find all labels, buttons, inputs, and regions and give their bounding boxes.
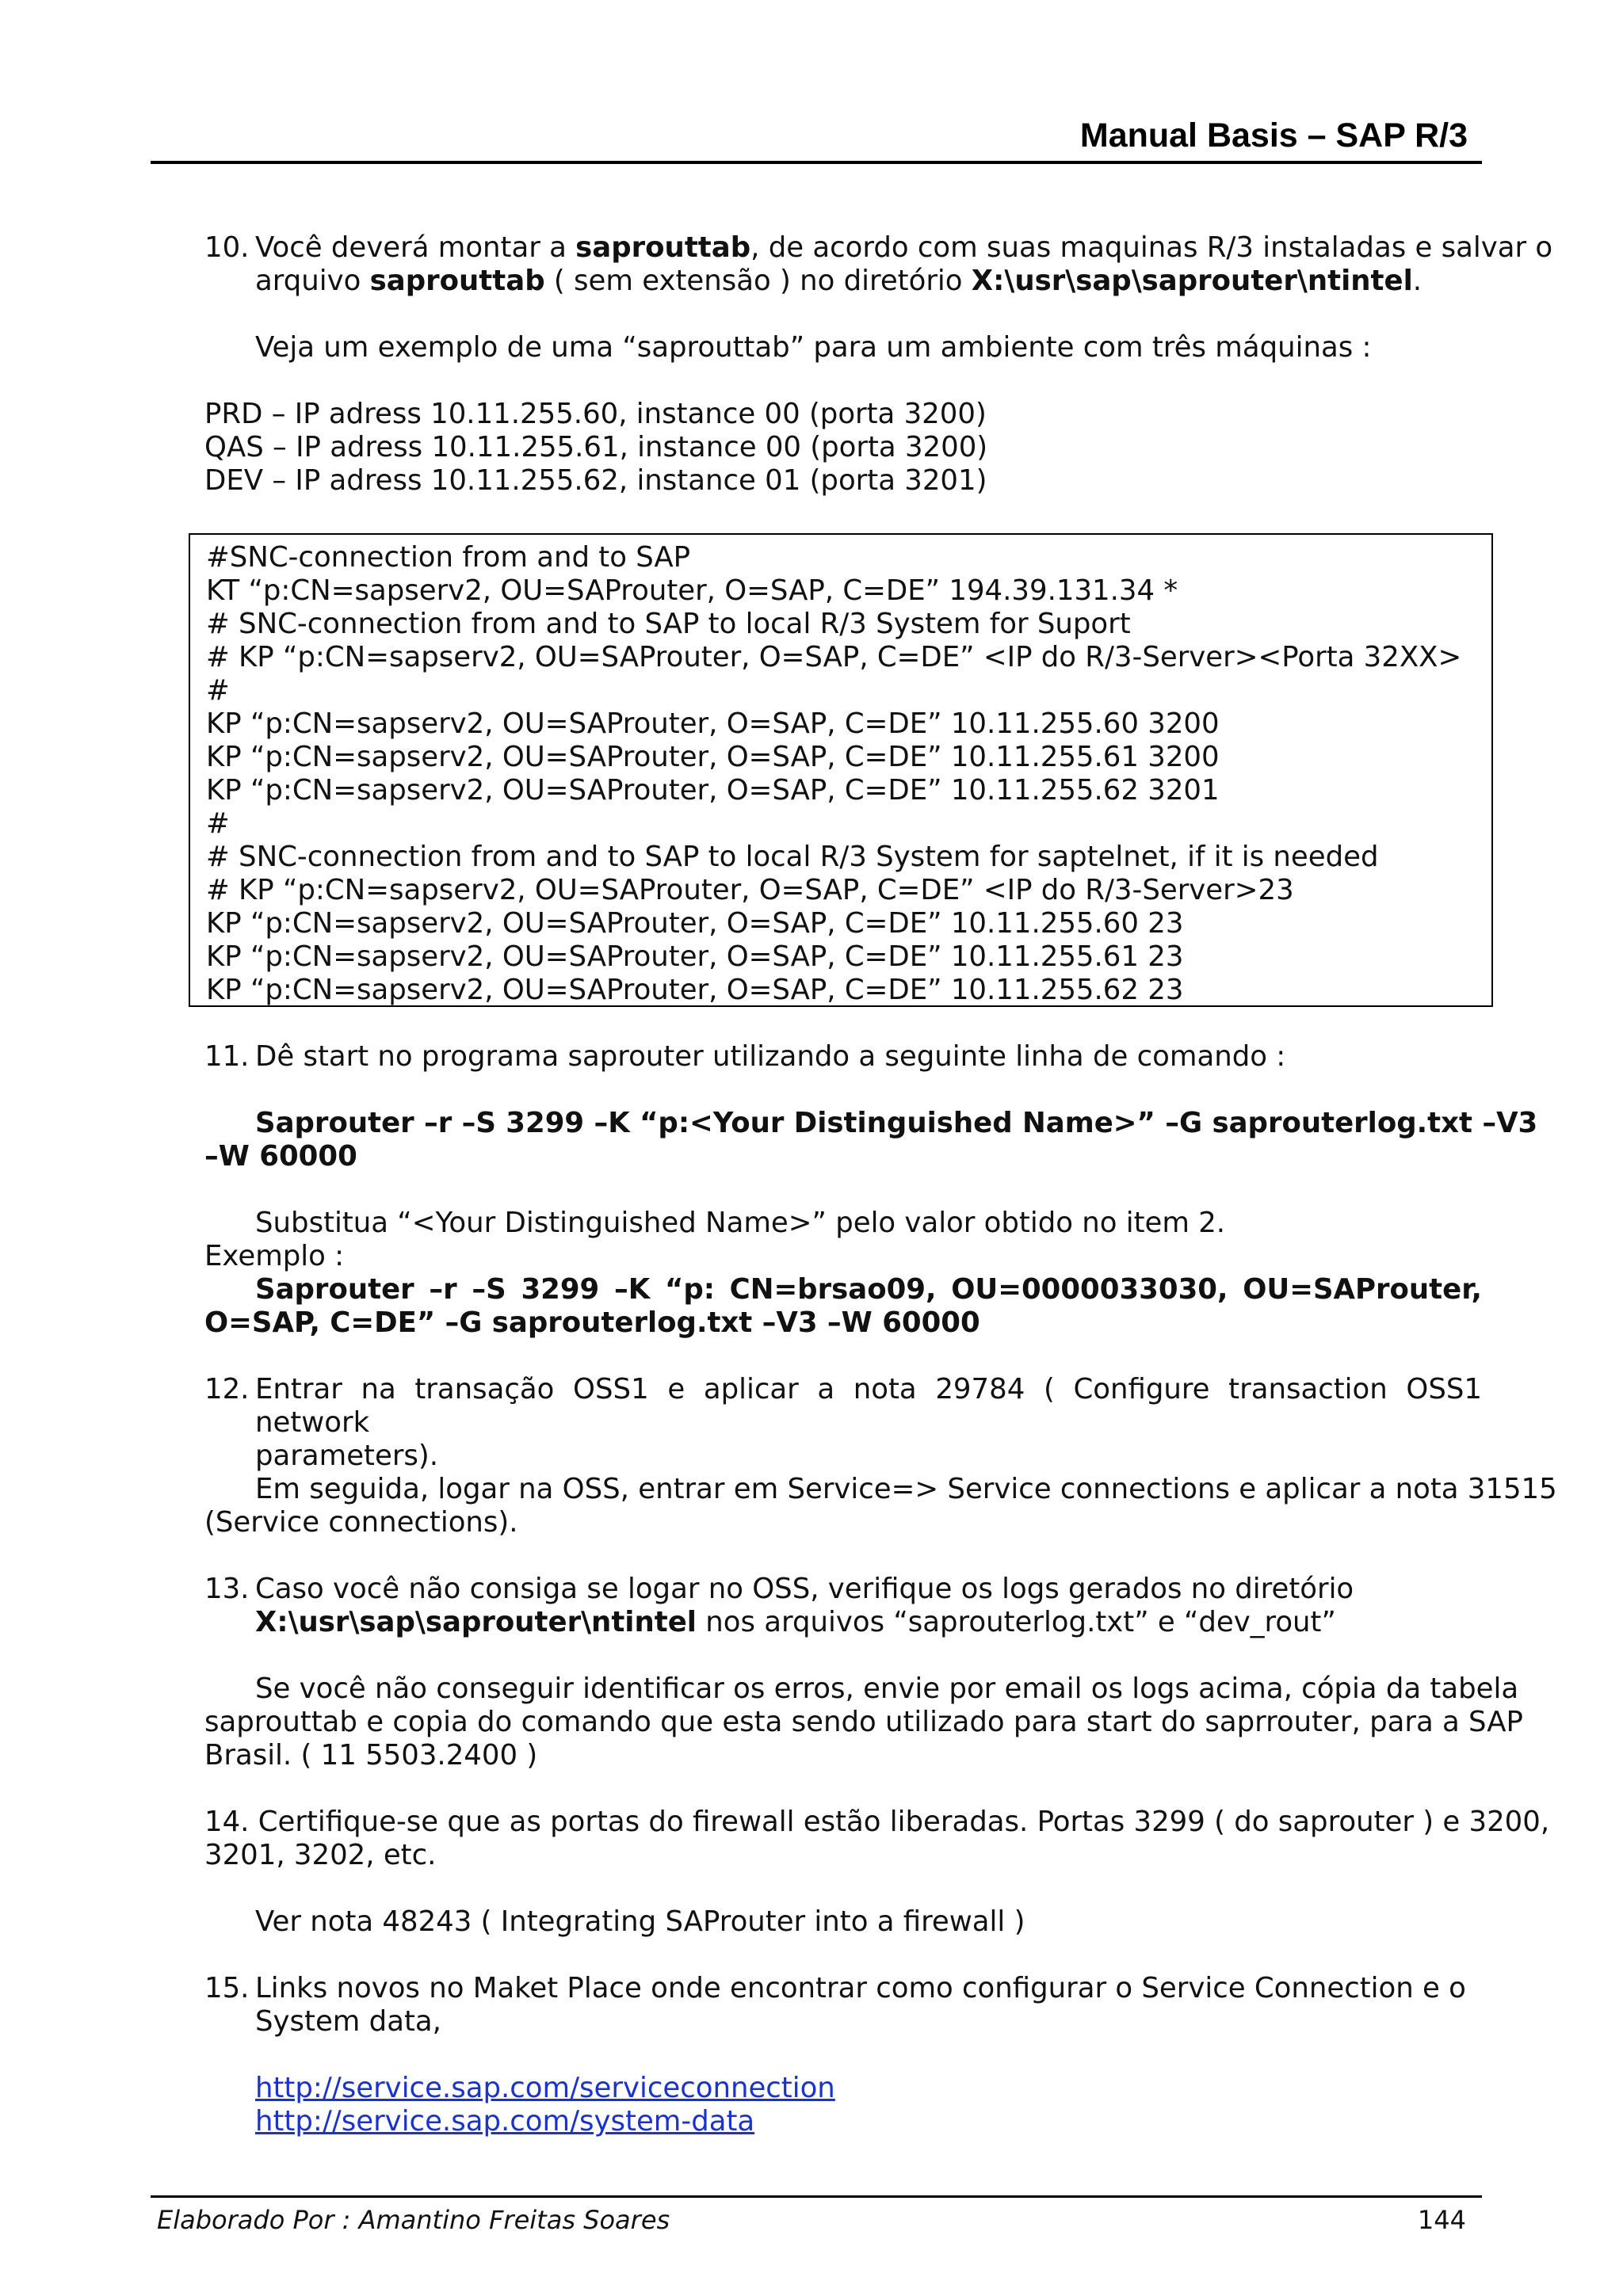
link-service-connection[interactable]: http://service.sap.com/serviceconnection	[255, 2072, 835, 2104]
code-line: #SNC-connection from and to SAP	[206, 541, 691, 574]
item15-line1: Links novos no Maket Place onde encontrar como configurar o Service Connection e o	[255, 1972, 1466, 2004]
footer-author: Elaborado Por : Amantino Freitas Soares	[157, 2205, 670, 2235]
item13-line2: X:\usr\sap\saprouter\ntintel nos arquivos “saprouterlog.txt” e “dev_rout”	[255, 1606, 1336, 1638]
code-line: KP “p:CN=sapserv2, OU=SAProuter, O=SAP, C=DE” 10.11.255.61 3200	[206, 741, 1220, 773]
page-header	[151, 113, 1482, 164]
item13-para-line2: saprouttab e copia do comando que esta sendo utilizado para start do saprrouter, para a SAP	[204, 1706, 1523, 1738]
content-top	[204, 231, 1553, 498]
command-line-cont: –W 60000	[204, 1140, 357, 1173]
page-number: 144	[1417, 2205, 1466, 2235]
item11-text: Dê start no programa saprouter utilizando a seguinte linha de comando :	[255, 1040, 1286, 1073]
host-list	[204, 398, 1482, 498]
item12-line3: Em seguida, logar na OSS, entrar em Service=> Service connections e aplicar a nota 31515	[255, 1473, 1557, 1505]
code-line: KT “p:CN=sapserv2, OU=SAProuter, O=SAP, C=DE” 194.39.131.34 *	[206, 574, 1178, 607]
host-dev: DEV – IP adress 10.11.255.62, instance 01 (porta 3201)	[204, 464, 987, 497]
example-intro: Veja um exemplo de uma “saprouttab” para um ambiente com três máquinas :	[255, 331, 1372, 364]
code-line: KP “p:CN=sapserv2, OU=SAProuter, O=SAP, C=DE” 10.11.255.62 23	[206, 974, 1184, 1006]
item-number: 11.	[204, 1040, 250, 1073]
code-line: # KP “p:CN=sapserv2, OU=SAProuter, O=SAP, C=DE” <IP do R/3-Server><Porta 32XX>	[206, 641, 1462, 673]
item13-para-line3: Brasil. ( 11 5503.2400 )	[204, 1739, 538, 1772]
item13-line1: Caso você não consiga se logar no OSS, verifique os logs gerados no diretório	[255, 1573, 1354, 1605]
exemplo-label: Exemplo :	[204, 1240, 345, 1272]
code-line: KP “p:CN=sapserv2, OU=SAProuter, O=SAP, C=DE” 10.11.255.62 3201	[206, 774, 1220, 807]
code-line: #	[206, 674, 230, 707]
code-line: #	[206, 807, 230, 840]
example-command: Saprouter –r –S 3299 –K “p: CN=brsao09, OU=0000033030, OU=SAProuter,	[255, 1273, 1482, 1306]
item-number: 10.	[204, 231, 250, 264]
item14-line2: 3201, 3202, etc.	[204, 1839, 437, 1871]
item10-line2: arquivo saprouttab ( sem extensão ) no diretório X:\usr\sap\saprouter\ntintel.	[255, 265, 1423, 297]
document-title: Manual Basis – SAP R/3	[1079, 116, 1468, 154]
host-prd: PRD – IP adress 10.11.255.60, instance 00 (porta 3200)	[204, 398, 987, 430]
code-line: KP “p:CN=sapserv2, OU=SAProuter, O=SAP, C=DE” 10.11.255.61 23	[206, 940, 1184, 973]
code-line: # SNC-connection from and to SAP to local R/3 System for saptelnet, if it is needed	[206, 841, 1379, 873]
item12-line4: (Service connections).	[204, 1506, 518, 1539]
item-number: 12.	[204, 1373, 250, 1405]
item15-line2: System data,	[255, 2005, 441, 2038]
content-bottom	[204, 1040, 1557, 2138]
item12-line2: parameters).	[255, 1440, 439, 1472]
list-item-12	[204, 1373, 1557, 1506]
item-number: 13.	[204, 1573, 250, 1605]
item14-note: Ver nota 48243 ( Integrating SAProuter into a firewall )	[255, 1905, 1025, 1938]
link-system-data[interactable]: http://service.sap.com/system-data	[255, 2105, 755, 2138]
saprouttab-box	[189, 533, 1493, 1007]
list-item-13	[204, 1573, 1482, 1639]
item13-para-line1: Se você não conseguir identificar os erros, envie por email os logs acima, cópia da tabela	[255, 1672, 1519, 1705]
substitua-text: Substitua “<Your Distinguished Name>” pelo valor obtido no item 2.	[255, 1207, 1226, 1239]
code-line: KP “p:CN=sapserv2, OU=SAProuter, O=SAP, C=DE” 10.11.255.60 23	[206, 907, 1184, 940]
host-qas: QAS – IP adress 10.11.255.61, instance 00 (porta 3200)	[204, 431, 988, 463]
item-number: 15.	[204, 1972, 250, 2004]
list-item-15	[204, 1972, 1482, 2138]
list-item-10	[204, 231, 1553, 364]
list-item-11	[204, 1040, 1482, 1074]
code-line: # KP “p:CN=sapserv2, OU=SAProuter, O=SAP, C=DE” <IP do R/3-Server>23	[206, 874, 1294, 906]
item14-line1: 14. Certifique-se que as portas do firewall estão liberadas. Portas 3299 ( do saprouter ) e 3200,	[204, 1806, 1550, 1838]
code-line: KP “p:CN=sapserv2, OU=SAProuter, O=SAP, C=DE” 10.11.255.60 3200	[206, 707, 1220, 740]
page-footer	[151, 2195, 1482, 2235]
command-line: Saprouter –r –S 3299 –K “p:<Your Distinguished Name>” –G saprouterlog.txt –V3	[255, 1107, 1538, 1139]
code-line: # SNC-connection from and to SAP to local R/3 System for Suport	[206, 608, 1131, 640]
item12-line1: Entrar na transação OSS1 e aplicar a nota 29784 ( Configure transaction OSS1 network	[255, 1373, 1482, 1439]
example-command-cont: O=SAP, C=DE” –G saprouterlog.txt –V3 –W 60000	[204, 1306, 980, 1339]
item10-line1: Você deverá montar a saprouttab, de acordo com suas maquinas R/3 instaladas e salvar o	[255, 231, 1553, 264]
